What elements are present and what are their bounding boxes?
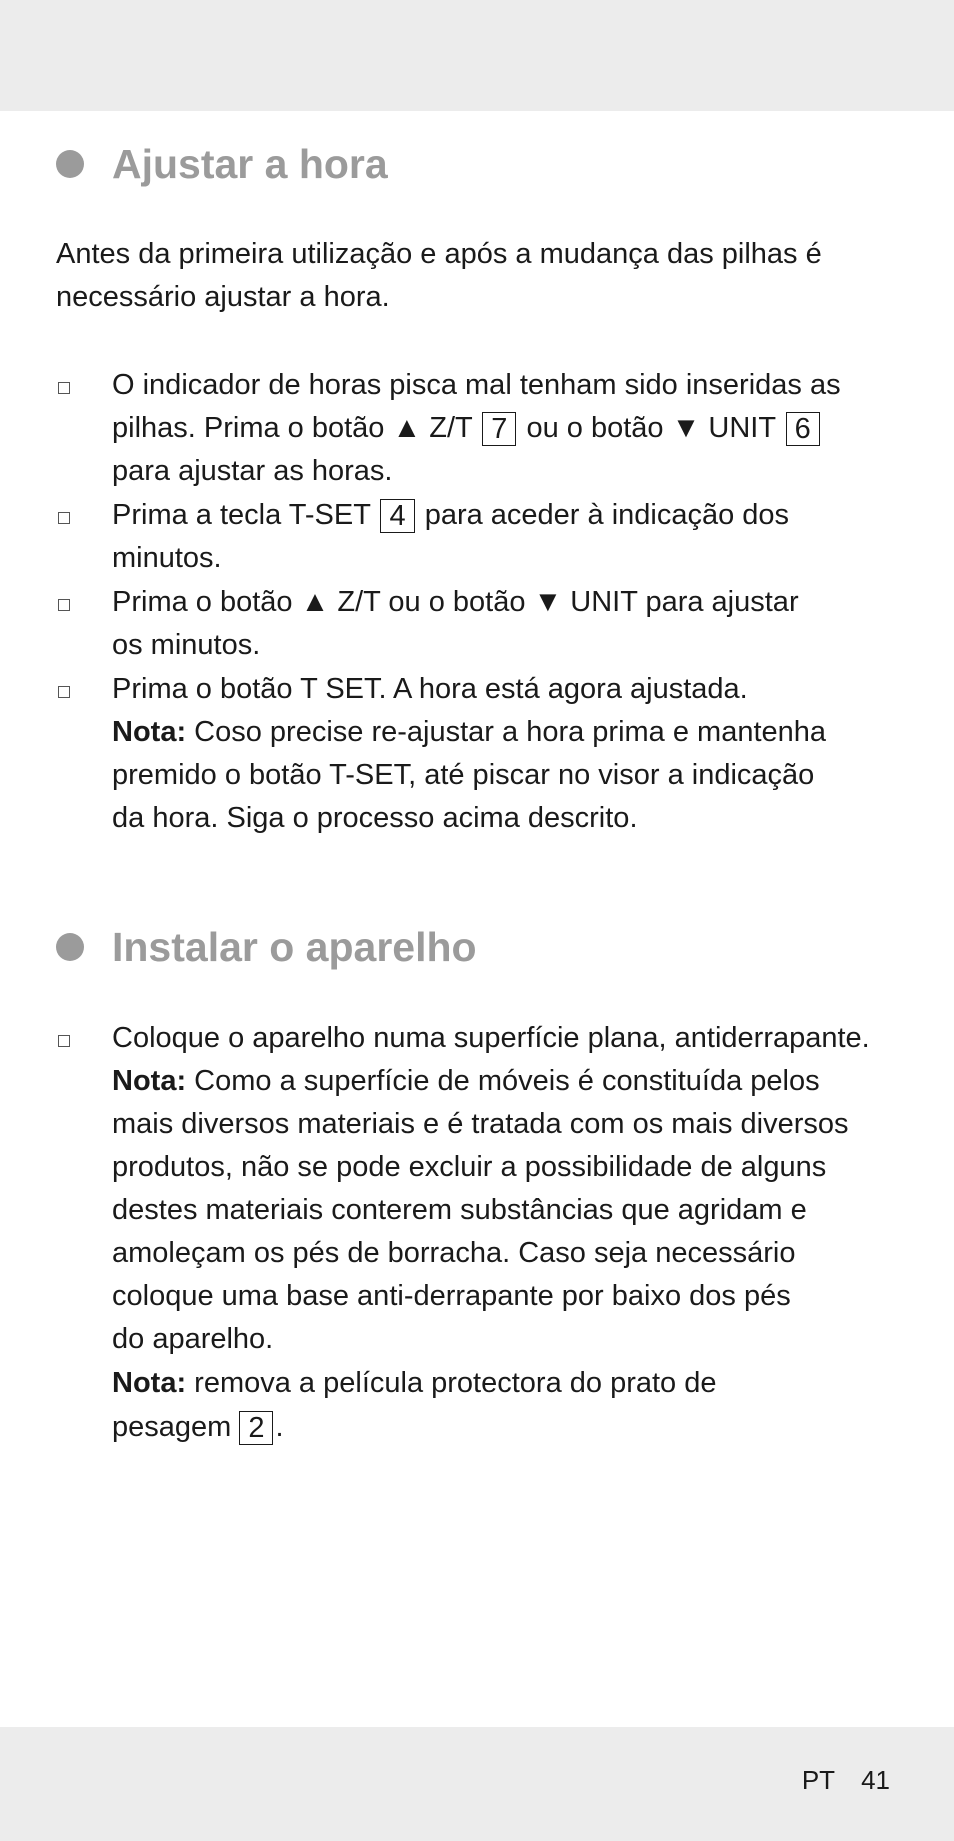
text: . [275, 1411, 284, 1443]
text: Prima a tecla T-SET [112, 499, 371, 531]
note-label: Nota: [112, 1065, 187, 1097]
section-heading-ajustar-hora [56, 134, 388, 194]
list-item-line: os minutos. [112, 629, 261, 661]
language-code: PT [801, 1765, 836, 1795]
list-item-line: destes materiais conterem substâncias que agridam e [112, 1194, 807, 1226]
text: pilhas. Prima o botão ▲ Z/T [112, 412, 473, 444]
part-ref-4: 4 [380, 499, 414, 533]
list-item-line: premido o botão T-SET, até piscar no visor a indicação [112, 759, 815, 791]
list-item-line: da hora. Siga o processo acima descrito. [112, 802, 638, 834]
list-item-line: produtos, não se pode excluir a possibilidade de alguns [112, 1151, 827, 1183]
text: para aceder à indicação dos [424, 499, 790, 531]
section-heading-instalar-aparelho [56, 917, 477, 977]
header-band [0, 0, 954, 111]
list-item-line [112, 1406, 284, 1450]
list-item-line [112, 407, 822, 451]
bullet-dot-icon [56, 150, 84, 178]
text: pesagem [112, 1411, 232, 1443]
list-item-line: O indicador de horas pisca mal tenham sido inseridas as [112, 369, 841, 401]
text: remova a película protectora do prato de [194, 1367, 717, 1399]
list-item-line [112, 494, 789, 538]
note-line [112, 711, 826, 755]
list-item-line: para ajustar as horas. [112, 455, 393, 487]
page-number: 41 [861, 1765, 890, 1795]
section-title: Ajustar a hora [112, 140, 388, 187]
checkbox-bullet-icon [58, 1035, 70, 1047]
bullet-dot-icon [56, 933, 84, 961]
list-item-line: minutos. [112, 542, 222, 574]
checkbox-bullet-icon [58, 512, 70, 524]
note-line [112, 1060, 820, 1104]
page-footer [802, 1762, 890, 1798]
text: Como a superfície de móveis é constituída pelos [194, 1065, 820, 1097]
note-label: Nota: [112, 1367, 187, 1399]
list-item-line: Coloque o aparelho numa superfície plana, antiderrapante. [112, 1022, 870, 1054]
text: ou o botão ▼ UNIT [526, 412, 776, 444]
part-ref-2: 2 [239, 1411, 273, 1445]
list-item-line: Prima o botão ▲ Z/T ou o botão ▼ UNIT para ajustar [112, 586, 799, 618]
checkbox-bullet-icon [58, 686, 70, 698]
list-item-line: Prima o botão T SET. A hora está agora ajustada. [112, 673, 748, 705]
list-item-line: do aparelho. [112, 1323, 274, 1355]
list-item-line: amoleçam os pés de borracha. Caso seja necessário [112, 1237, 796, 1269]
list-item-line: mais diversos materiais e é tratada com os mais diversos [112, 1108, 849, 1140]
text: Coso precise re-ajustar a hora prima e mantenha [194, 716, 827, 748]
checkbox-bullet-icon [58, 599, 70, 611]
part-ref-6: 6 [786, 412, 820, 446]
list-item-line: coloque uma base anti-derrapante por baixo dos pés [112, 1280, 791, 1312]
section-title: Instalar o aparelho [112, 923, 477, 970]
note-line [112, 1362, 716, 1406]
intro-line: necessário ajustar a hora. [56, 281, 390, 313]
note-label: Nota: [112, 716, 187, 748]
checkbox-bullet-icon [58, 382, 70, 394]
part-ref-7: 7 [482, 412, 516, 446]
intro-line: Antes da primeira utilização e após a mudança das pilhas é [56, 238, 822, 270]
